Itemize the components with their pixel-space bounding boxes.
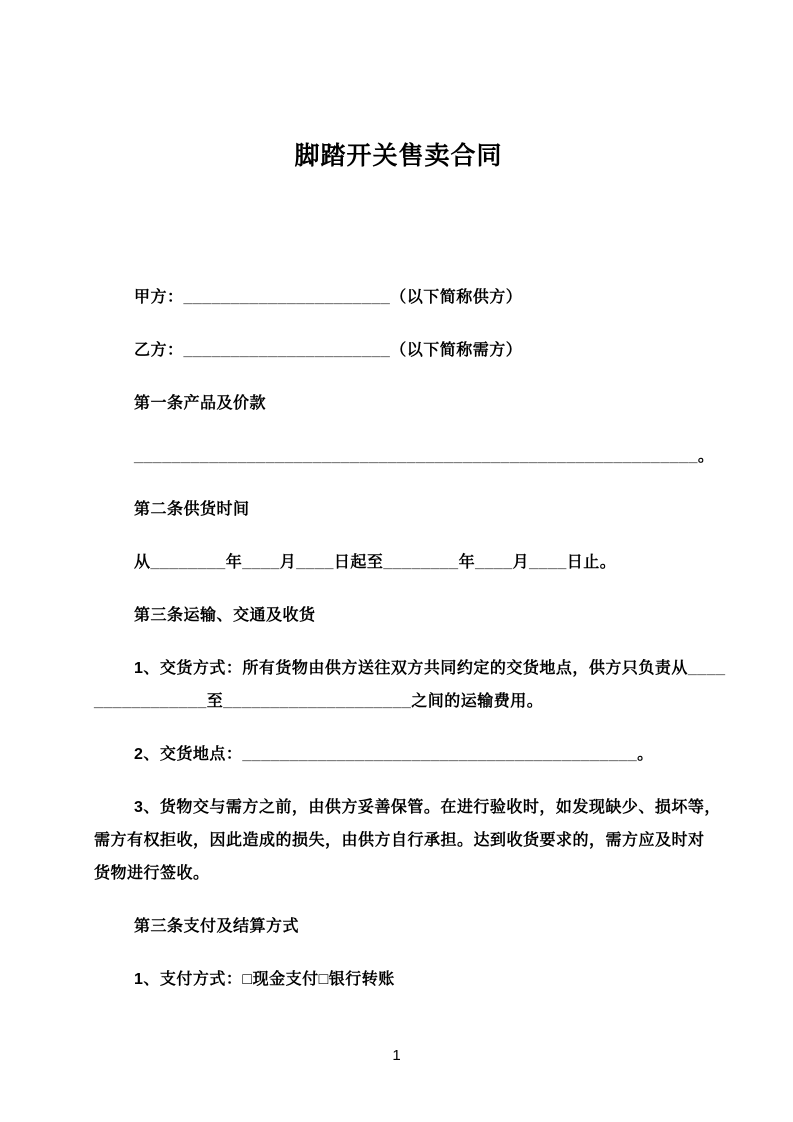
paragraph-article-1-heading <box>94 387 700 420</box>
paragraph-article-payment-heading <box>94 910 700 943</box>
paragraph-line: 1、支付方式：□现金支付□银行转账 <box>134 971 395 988</box>
paragraph-line: 2、交货地点：__________________________________________。 <box>134 746 654 763</box>
paragraph-line: 第三条支付及结算方式 <box>134 918 300 935</box>
paragraph-clause-payment-method <box>94 963 700 996</box>
paragraph-line: ____________至____________________之间的运输费用。 <box>94 693 544 710</box>
document-paragraphs <box>94 281 726 996</box>
paragraph-article-2-heading <box>94 493 700 526</box>
paragraph-line: 从________年____月____日起至________年____月____日止。 <box>134 554 617 571</box>
paragraph-clause-delivery-place <box>94 738 700 771</box>
paragraph-article-1-blank-line <box>94 440 715 473</box>
page-number: 1 <box>392 1047 401 1064</box>
paragraph-supply-period <box>94 546 700 579</box>
paragraph-line: ____________________________________________________________。 <box>134 448 715 465</box>
paragraph-line: 乙方：______________________（以下简称需方） <box>134 342 523 359</box>
paragraph-line: 第一条产品及价款 <box>134 395 267 412</box>
paragraph-line: 3、货物交与需方之前，由供方妥善保管。在进行验收时，如发现缺少、损坏等， <box>134 799 721 816</box>
paragraph-line: 货物进行签收。 <box>94 865 210 882</box>
paragraph-party-b <box>94 334 700 367</box>
paragraph-clause-delivery-method <box>94 652 726 718</box>
paragraph-clause-goods-custody <box>94 791 721 890</box>
paragraph-line: 第三条运输、交通及收货 <box>134 607 316 624</box>
paragraph-party-a <box>94 281 700 314</box>
paragraph-line: 甲方：______________________（以下简称供方） <box>134 289 523 306</box>
paragraph-line: 1、交货方式：所有货物由供方送往双方共同约定的交货地点，供方只负责从____ <box>134 660 726 677</box>
paragraph-article-3-heading <box>94 599 700 632</box>
paragraph-line: 第二条供货时间 <box>134 501 250 518</box>
paragraph-line: 需方有权拒收，因此造成的损失，由供方自行承担。达到收货要求的，需方应及时对 <box>94 832 705 849</box>
document-title: 脚踏开关售卖合同 <box>294 142 503 170</box>
